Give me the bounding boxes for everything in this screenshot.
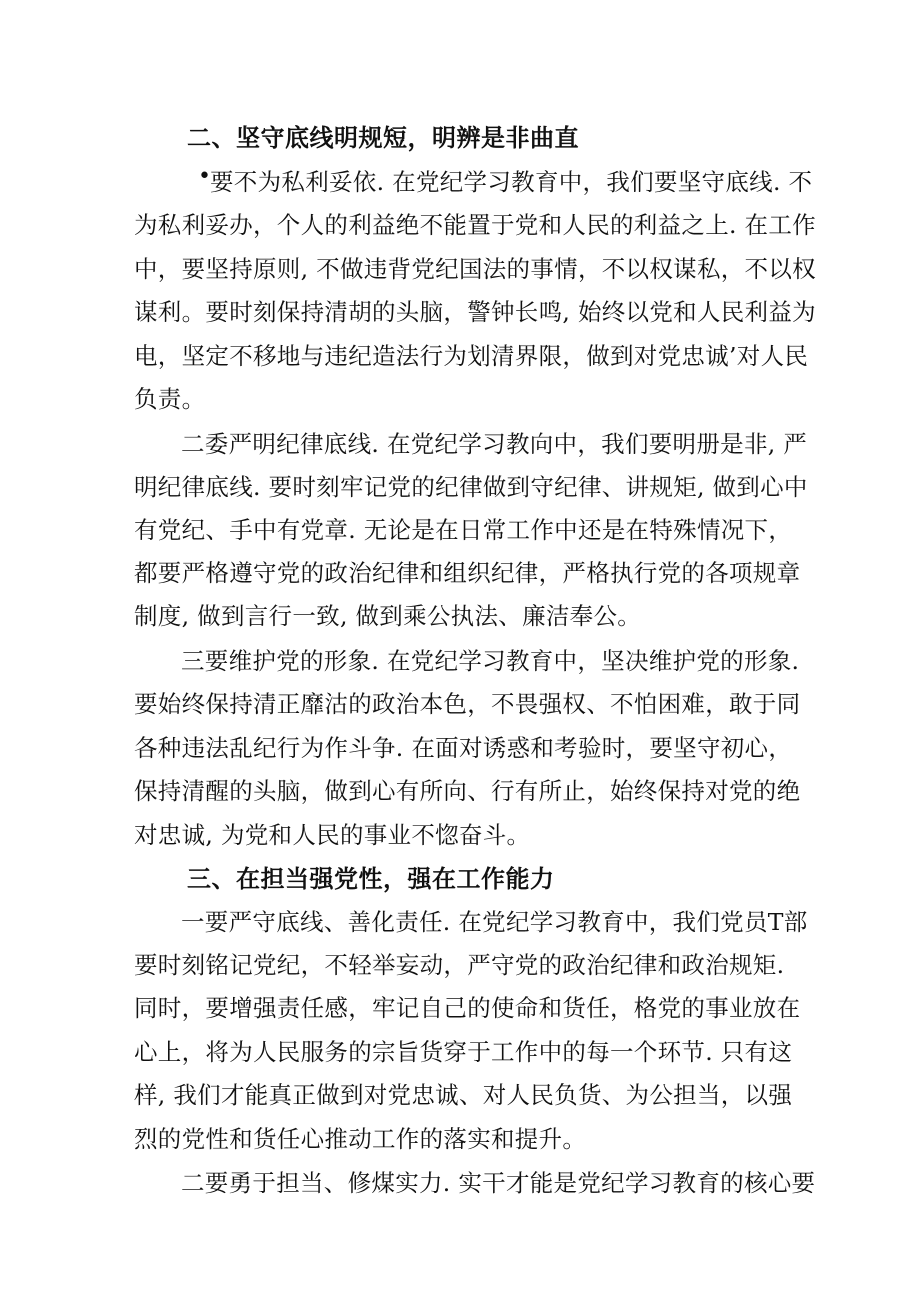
section-heading-2: 二、坚守底线明规短，明辨是非曲直	[187, 124, 579, 152]
paragraph-line: 要时刻铭记党纪，不轻举妄动，严守党的政治纪律和政治规矩.	[134, 951, 785, 979]
paragraph-line: 电，坚定不移地与违纪造法行为划清界限，做到对党忠诚’对人民	[134, 342, 809, 370]
bullet-icon: •	[198, 164, 211, 189]
paragraph-line: 烈的党性和货任心推动工作的落实和提升。	[134, 1125, 587, 1153]
paragraph-line: 中，要坚持原则, 不做违背党纪国法的事情，不以权谋私，不以权	[134, 255, 816, 283]
paragraph-line: 二要勇于担当、修煤实力. 实干才能是党纪学习教育的核心要	[181, 1169, 816, 1197]
paragraph-line: 一要严守底线、善化责任. 在党纪学习教育中，我们党员T部	[181, 908, 808, 936]
paragraph-line: 样, 我们才能真正做到对党忠诚、对人民负货、为公担当，以强	[134, 1081, 793, 1109]
paragraph-line: 二委严明纪律底线. 在党纪学习教向中，我们要明册是非, 严	[181, 430, 808, 458]
paragraph-line: 保持清醒的头脑，做到心有所向、行有所止，始终保持对党的绝	[134, 777, 801, 805]
paragraph-line: 制度, 做到言行一致, 做到乘公执法、廉洁奉公。	[134, 602, 642, 630]
paragraph-line: 要始终保持清正靡沽的政治本色，不畏强权、不怕困难，敢于同	[134, 690, 801, 718]
paragraph-line: 三要维护党的形象. 在党纪学习教育中，坚决维护党的形象.	[181, 647, 800, 675]
paragraph-line: 为私利妥办，个人的利益绝不能置于党和人民的利益之上. 在工作	[134, 211, 816, 239]
paragraph-line: 明纪律底线. 要时刻牢记党的纪律做到守纪律、讲规矩, 做到心中	[134, 473, 808, 501]
paragraph-line: 都要严格遵守党的政治纪律和组织纪律，严格执行党的各项规章	[134, 559, 801, 587]
section-heading-3: 三、在担当强党性，强在工作能力	[187, 865, 555, 893]
paragraph-line: 谋利。要时刻保持清胡的头脑，警钟长鸣, 始终以党和人民利益为	[134, 298, 816, 326]
paragraph-line: 同时，要增强责任感，牢记自己的使命和货任，格党的事业放在	[134, 994, 801, 1022]
paragraph-line: 对忠诚, 为党和人民的事业不惚奋斗。	[134, 821, 531, 849]
paragraph-line: 有党纪、手中有党章. 无论是在日常工作中还是在特殊情况下，	[134, 516, 793, 544]
paragraph-line: 各种违法乱纪行为作斗争. 在面对诱惑和考验时，要坚守初心，	[134, 734, 793, 762]
paragraph-line: 要不为私利妥依. 在党纪学习教育中，我们要坚守底线. 不	[210, 168, 813, 196]
paragraph-line: 心上，将为人民服务的宗旨货穿于工作中的每一个环节. 只有这	[134, 1038, 793, 1066]
paragraph-line: 负责。	[134, 385, 206, 413]
